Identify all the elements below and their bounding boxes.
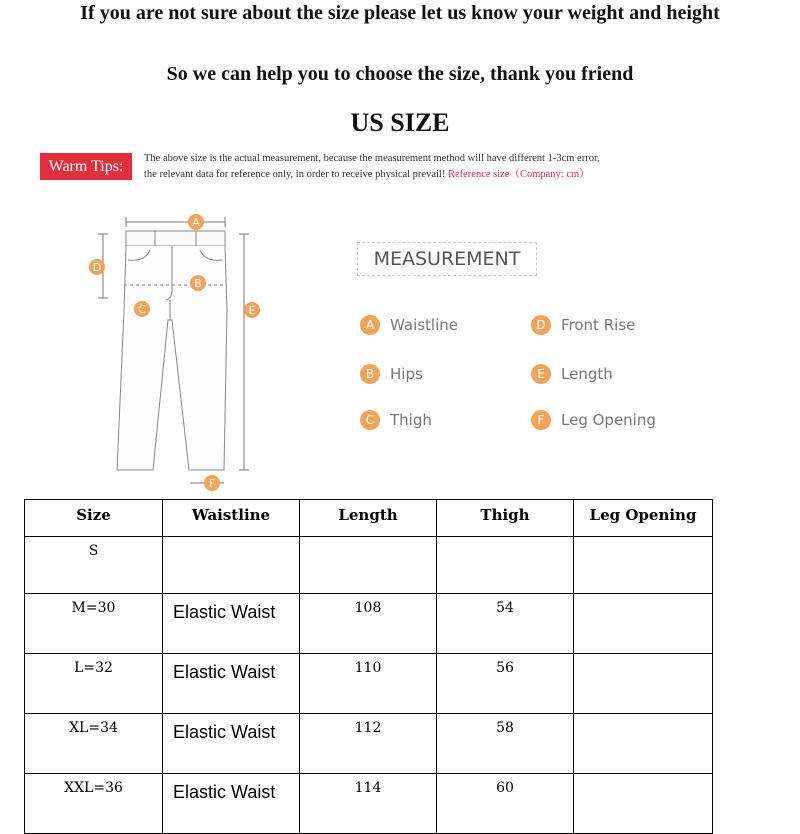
header-length: Length: [300, 500, 437, 537]
table-row: [25, 594, 713, 654]
cell-waistline: Elastic Waist: [163, 714, 300, 774]
legend-label: Thigh: [390, 411, 432, 429]
page-title: US SIZE: [350, 108, 450, 137]
marker-f-label: F: [208, 477, 216, 490]
cell-length: 112: [300, 714, 437, 774]
cell-thigh: 58: [437, 714, 574, 774]
marker-b-label: B: [194, 277, 202, 290]
table-row: [25, 714, 713, 774]
cell-waistline: Elastic Waist: [163, 594, 300, 654]
size-help-line-2: So we can help you to choose the size, thank you friend: [166, 63, 634, 85]
legend-item-waistline: [360, 315, 458, 335]
header-thigh: Thigh: [437, 500, 574, 537]
header-size: Size: [25, 500, 163, 537]
measurement-title: MEASUREMENT: [357, 242, 537, 276]
marker-a-label: A: [192, 216, 200, 229]
header-waistline: Waistline: [163, 500, 300, 537]
size-chart-table: [24, 499, 713, 834]
letter-c-icon: C: [360, 410, 380, 430]
cell-leg-opening: [574, 654, 713, 714]
cell-thigh: [437, 537, 574, 594]
cell-leg-opening: [574, 537, 713, 594]
table-row: [25, 774, 713, 834]
table-row: [25, 654, 713, 714]
cell-thigh: 60: [437, 774, 574, 834]
table-row: [25, 537, 713, 594]
cell-length: [300, 537, 437, 594]
letter-b-icon: B: [360, 364, 380, 384]
warm-tips-line-1: The above size is the actual measurement, because the measurement method will have different 1-3cm error,: [144, 153, 600, 164]
cell-size: M=30: [25, 594, 163, 654]
reference-size-note: Reference size（Company: cm）: [447, 169, 590, 180]
warm-tips-badge: Warm Tips:: [40, 153, 132, 180]
warm-tips-line-2-text: the relevant data for reference only, in order to receive physical prevail!: [144, 169, 446, 180]
cell-waistline: Elastic Waist: [163, 774, 300, 834]
legend-item-thigh: [360, 410, 432, 430]
cell-waistline: Elastic Waist: [163, 654, 300, 714]
cell-length: 114: [300, 774, 437, 834]
legend-item-leg-opening: [531, 410, 656, 430]
cell-size: XXL=36: [25, 774, 163, 834]
size-help-line: If you are not sure about the size please let us know your weight and height: [80, 2, 720, 24]
letter-e-icon: E: [531, 364, 551, 384]
cell-leg-opening: [574, 594, 713, 654]
legend-label: Leg Opening: [561, 411, 656, 429]
warm-tips-line-2: [144, 167, 784, 183]
table-header-row: [25, 500, 713, 537]
cell-thigh: 56: [437, 654, 574, 714]
warm-tips-text: [144, 151, 784, 183]
cell-leg-opening: [574, 714, 713, 774]
cell-size: XL=34: [25, 714, 163, 774]
cell-size: L=32: [25, 654, 163, 714]
cell-leg-opening: [574, 774, 713, 834]
marker-e-label: E: [248, 304, 256, 317]
cell-size: S: [25, 537, 163, 594]
legend-item-hips: [360, 364, 423, 384]
legend-item-front-rise: [531, 315, 635, 335]
legend-label: Length: [561, 365, 613, 383]
legend-item-length: [531, 364, 613, 384]
header-leg-opening: Leg Opening: [574, 500, 713, 537]
cell-length: 110: [300, 654, 437, 714]
legend-label: Waistline: [390, 316, 458, 334]
letter-d-icon: D: [531, 315, 551, 335]
marker-c-label: C: [138, 303, 146, 316]
legend-label: Hips: [390, 365, 423, 383]
letter-a-icon: A: [360, 315, 380, 335]
marker-d-label: D: [92, 261, 102, 274]
letter-f-icon: F: [531, 410, 551, 430]
cell-thigh: 54: [437, 594, 574, 654]
cell-waistline: [163, 537, 300, 594]
cell-length: 108: [300, 594, 437, 654]
legend-label: Front Rise: [561, 316, 636, 334]
